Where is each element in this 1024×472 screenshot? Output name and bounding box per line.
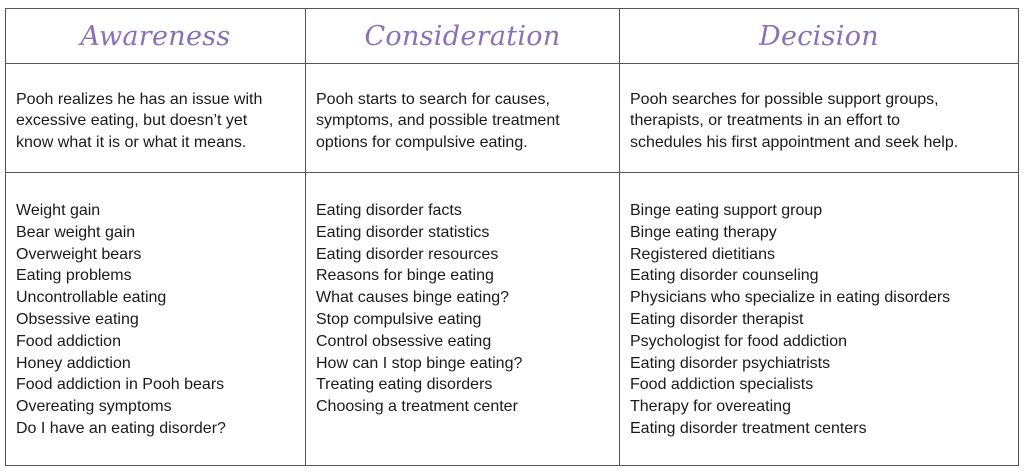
header-cell-decision (620, 9, 1019, 64)
description-cell-awareness (6, 64, 306, 173)
keyword-item: Reasons for binge eating (316, 267, 494, 285)
stage-description-awareness: Pooh realizes he has an issue with excessive eating, but doesn’t yet know what it is or what it means. (16, 90, 263, 151)
keyword-item: Do I have an eating disorder? (16, 419, 226, 437)
keyword-item: What causes binge eating? (316, 289, 510, 307)
keyword-row (6, 173, 1019, 466)
keyword-item: Stop compulsive eating (316, 310, 482, 328)
keyword-list-decision (620, 173, 1018, 440)
keyword-item: Eating disorder facts (316, 202, 462, 219)
keyword-item: Binge eating therapy (630, 223, 777, 241)
keyword-item: Eating disorder resources (316, 245, 499, 263)
header-cell-consideration (306, 9, 620, 64)
keyword-cell-decision (620, 173, 1019, 466)
stage-description-consideration: Pooh starts to search for causes, symptoms, and possible treatment options for compulsive eating. (316, 90, 560, 151)
stage-title-awareness: Awareness (80, 20, 231, 52)
description-cell-decision (620, 64, 1019, 173)
keyword-item: Control obsessive eating (316, 332, 492, 350)
keyword-item: Choosing a treatment center (316, 398, 518, 416)
keyword-item: Food addiction in Pooh bears (16, 376, 225, 394)
keyword-cell-consideration (306, 173, 620, 466)
keyword-item: Eating disorder therapist (630, 310, 804, 328)
keyword-item: Uncontrollable eating (16, 289, 167, 307)
description-cell-consideration (306, 64, 620, 173)
keyword-list-awareness (6, 173, 305, 440)
keyword-item: Eating disorder psychiatrists (630, 354, 831, 372)
keyword-item: Overweight bears (16, 245, 142, 263)
keyword-item: Therapy for overeating (630, 398, 791, 416)
stage-title-decision: Decision (759, 20, 879, 52)
keyword-item: Eating problems (16, 267, 132, 285)
keyword-item: Physicians who specialize in eating disorders (630, 289, 951, 307)
keyword-item: Eating disorder counseling (630, 267, 819, 285)
keyword-list-consideration (306, 173, 619, 418)
keyword-item: Eating disorder treatment centers (630, 419, 867, 437)
keyword-item: Binge eating support group (630, 202, 823, 219)
stage-title-consideration: Consideration (364, 20, 561, 52)
stage-description-row (6, 64, 1019, 173)
keyword-item: Registered dietitians (630, 245, 775, 263)
keyword-item: Eating disorder statistics (316, 223, 490, 241)
keyword-item: Bear weight gain (16, 223, 136, 241)
buyer-journey-table (5, 8, 1019, 466)
keyword-item: Obsessive eating (16, 310, 139, 328)
keyword-item: Treating eating disorders (316, 376, 493, 394)
keyword-item: Food addiction (16, 332, 121, 350)
stage-description-decision: Pooh searches for possible support groups, therapists, or treatments in an effort to schedules his first appointment and seek help. (630, 90, 959, 151)
keyword-cell-awareness (6, 173, 306, 466)
keyword-item: Weight gain (16, 202, 101, 219)
keyword-item: Overeating symptoms (16, 398, 172, 416)
keyword-item: Food addiction specialists (630, 376, 814, 394)
keyword-item: Honey addiction (16, 354, 131, 372)
header-cell-awareness (6, 9, 306, 64)
keyword-item: Psychologist for food addiction (630, 332, 848, 350)
stage-header-row (6, 9, 1019, 64)
keyword-item: How can I stop binge eating? (316, 354, 523, 372)
